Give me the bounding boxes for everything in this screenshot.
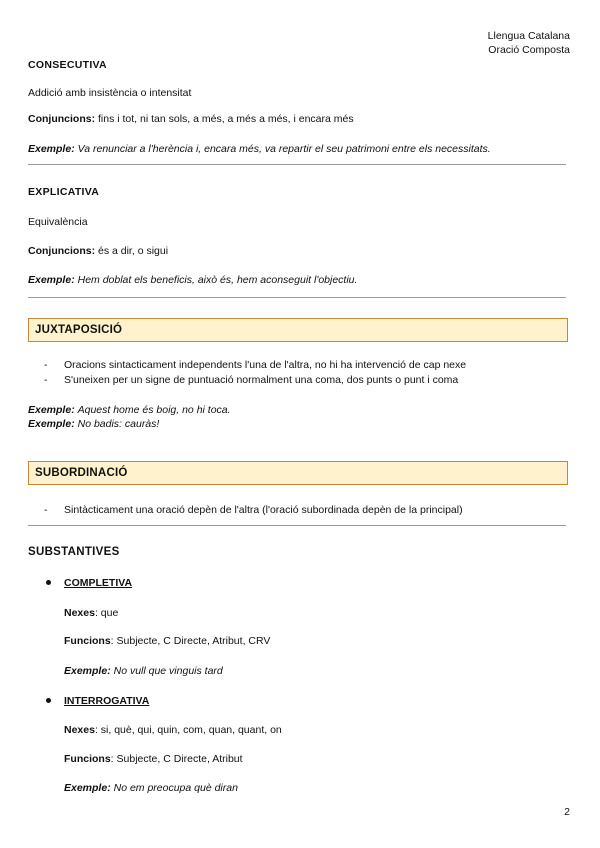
consecutiva-desc: Addició amb insistència o intensitat — [28, 87, 192, 99]
example-label: Exemple: — [64, 665, 111, 677]
bullet-dot — [46, 698, 51, 703]
subordinacio-heading-box — [28, 461, 568, 485]
dash-marker: - — [44, 374, 48, 386]
funcions-text: : Subjecte, C Directe, Atribut — [110, 753, 243, 765]
example-text: Aquest home és boig, no hi toca. — [77, 404, 231, 416]
interrogativa-title: INTERROGATIVA — [64, 695, 150, 707]
funcions-text: : Subjecte, C Directe, Atribut, CRV — [110, 635, 271, 647]
juxtaposicio-point-1: Oracions sintacticament independents l'una de l'altra, no hi ha intervenció de cap nexe — [64, 359, 467, 371]
completiva-funcions — [64, 634, 270, 648]
consecutiva-example — [28, 142, 491, 156]
header-topic: Oració Composta — [488, 44, 570, 56]
interrogativa-funcions — [64, 752, 243, 766]
example-text: No em preocupa què diran — [113, 782, 238, 794]
substantives-title: SUBSTANTIVES — [28, 546, 120, 558]
interrogativa-example — [64, 781, 238, 795]
example-label: Exemple: — [28, 404, 75, 416]
example-label: Exemple: — [28, 418, 75, 430]
header-subject: Llengua Catalana — [487, 30, 570, 42]
explicativa-example — [28, 273, 357, 287]
explicativa-conjuncions — [28, 244, 168, 258]
example-text: Hem doblat els beneficis, això és, hem aconseguit l'objectiu. — [77, 274, 358, 286]
nexes-text: : si, què, qui, quin, com, quan, quant, on — [94, 724, 282, 736]
juxtaposicio-point-2: S'uneixen per un signe de puntuació normalment una coma, dos punts o punt i coma — [64, 374, 459, 386]
completiva-title: COMPLETIVA — [64, 577, 133, 589]
consecutiva-conjuncions — [28, 112, 354, 126]
example-text: No badis: cauràs! — [77, 418, 160, 430]
dash-marker: - — [44, 504, 48, 516]
page-number: 2 — [564, 806, 570, 818]
nexes-label: Nexes — [64, 607, 95, 619]
dash-marker: - — [44, 359, 48, 371]
explicativa-desc: Equivalència — [28, 216, 88, 228]
interrogativa-nexes — [64, 723, 282, 737]
juxtaposicio-title: JUXTAPOSICIÓ — [35, 324, 123, 336]
example-text: Va renunciar a l'herència i, encara més, va repartir el seu patrimoni entre els necessitats. — [77, 143, 491, 155]
juxtaposicio-heading-box — [28, 318, 568, 342]
nexes-text: : que — [94, 607, 119, 619]
funcions-label: Funcions — [64, 635, 111, 647]
divider — [28, 525, 566, 526]
divider — [28, 297, 566, 298]
completiva-nexes — [64, 606, 118, 620]
subordinacio-point-1: Sintàcticament una oració depèn de l'altra (l'oració subordinada depèn de la principal) — [64, 504, 463, 516]
example-label: Exemple: — [28, 274, 75, 286]
example-label: Exemple: — [64, 782, 111, 794]
bullet-dot — [46, 580, 51, 585]
conj-label: Conjuncions: — [28, 245, 96, 257]
conj-label: Conjuncions: — [28, 113, 96, 125]
example-text: No vull que vinguis tard — [113, 665, 223, 677]
subordinacio-title: SUBORDINACIÓ — [35, 467, 128, 479]
example-label: Exemple: — [28, 143, 75, 155]
funcions-label: Funcions — [64, 753, 111, 765]
juxtaposicio-example-2 — [28, 417, 159, 431]
divider — [28, 164, 566, 165]
juxtaposicio-example-1 — [28, 403, 231, 417]
conj-text: és a dir, o sigui — [98, 245, 169, 257]
completiva-example — [64, 664, 223, 678]
conj-text: fins i tot, ni tan sols, a més, a més a més, i encara més — [98, 113, 354, 125]
nexes-label: Nexes — [64, 724, 95, 736]
explicativa-title: EXPLICATIVA — [28, 186, 100, 198]
consecutiva-title: CONSECUTIVA — [28, 59, 107, 71]
